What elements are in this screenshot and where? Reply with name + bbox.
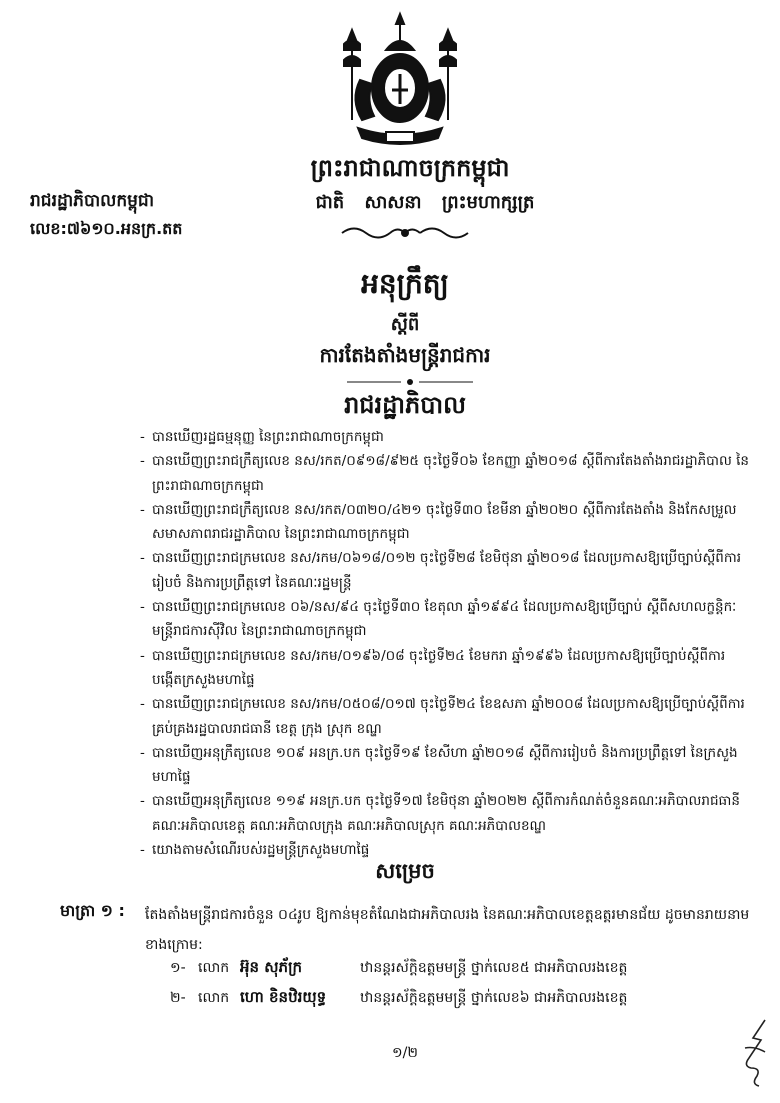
document-subject: ការតែងតាំងមន្ត្រីរាជការ (319, 343, 491, 367)
article-label: មាត្រា ១ : (60, 901, 125, 920)
appointee-title: លោក (198, 990, 230, 1006)
kingdom-title: ព្រះរាជាណាចក្រកម្ពុជា (310, 154, 510, 182)
list-item: - បានឃើញអនុក្រឹត្យលេខ ១១៩ អនក្រ.បក ចុះថ្ងៃទី១៧ ខែមិថុនា ឆ្នាំ២០២២ ស្តីពីការកំណត់ចំនួនគណៈអភិបាលរាជធានី គណៈអភិបាលខេត្ត គណៈអភិបាលក្រុង គណៈអភិបាលស្រុក គណៈអភិបាលខណ្ឌ (140, 789, 752, 838)
government-name: រាជរដ្ឋាភិបាលកម្ពុជា (30, 191, 155, 211)
list-item: - បានឃើញព្រះរាជក្រមលេខ ០៦/នស/៩៤ ចុះថ្ងៃទី៣០ ខែតុលា ឆ្នាំ១៩៩៤ ដែលប្រកាសឱ្យប្រើច្បាប់ ស្តីពីសហលក្ខន្តិកៈមន្ត្រីរាជការស៊ីវិល នៃព្រះរាជាណាចក្រកម្ពុជា (140, 595, 752, 644)
handwritten-initials-icon (735, 1018, 771, 1090)
about-label: ស្តីពី (390, 314, 420, 335)
appointee-rank: ឋានន្តរស័ក្តិឧត្តមមន្ត្រី ថ្នាក់លេខ៥ ជាអភិបាលរងខេត្ត (360, 960, 628, 976)
list-item: - បានឃើញអនុក្រឹត្យលេខ ១០៩ អនក្រ.បក ចុះថ្ងៃទី១៩ ខែសីហា ឆ្នាំ២០១៨ ស្តីពីការរៀបចំ និងការប្រព្រឹត្តទៅ នៃក្រសួងមហាផ្ទៃ (140, 741, 752, 790)
issuer-heading: រាជរដ្ឋាភិបាល (344, 391, 466, 419)
royal-coat-of-arms-icon (330, 10, 470, 155)
list-item: - បានឃើញព្រះរាជក្រមលេខ នស/រកម/០១៩៦/០៨ ចុះថ្ងៃទី២៤ ខែមករា ឆ្នាំ១៩៩៦ ដែលប្រកាសឱ្យប្រើច្បាប់ស្តីពីការបង្កើតក្រសួងមហាផ្ទៃ (140, 644, 752, 693)
national-motto: ជាតិ សាសនា ព្រះមហាក្សត្រ (315, 192, 535, 213)
list-item: - បានឃើញព្រះរាជក្រឹត្យលេខ នស/រកត/០៩១៨/៩២៥ ចុះថ្ងៃទី០៦ ខែកញ្ញា ឆ្នាំ២០១៨ ស្តីពីការតែងតាំងរាជរដ្ឋាភិបាល នៃព្រះរាជាណាចក្រកម្ពុជា (140, 449, 752, 498)
list-item: - បានឃើញព្រះរាជក្រឹត្យលេខ នស/រកត/០៣២០/៤២១ ចុះថ្ងៃទី៣០ ខែមីនា ឆ្នាំ២០២០ ស្តីពីការតែងតាំង និងកែសម្រួលសមាសភាពរាជរដ្ឋាភិបាល នៃព្រះរាជាណាចក្រកម្ពុជា (140, 498, 752, 547)
decorative-rule-icon (345, 376, 475, 388)
appointee-rank: ឋានន្តរស័ក្តិឧត្តមមន្ត្រី ថ្នាក់លេខ៦ ជាអភិបាលរងខេត្ត (360, 990, 628, 1006)
considerations-list (140, 425, 752, 862)
article-text: តែងតាំងមន្ត្រីរាជការចំនួន ០៤រូប ឱ្យកាន់មុខតំណែងជាអភិបាលរង នៃគណៈអភិបាលខេត្តឧត្តរមានជ័យ ដូចមានរាយនាមខាងក្រោម: (145, 907, 750, 953)
appointee-name: អ៊ុន សុភ័ក្រ (240, 958, 303, 976)
list-item: - បានឃើញព្រះរាជក្រមលេខ នស/រកម/០៦១៨/០១២ ចុះថ្ងៃទី២៨ ខែមិថុនា ឆ្នាំ២០១៨ ដែលប្រកាសឱ្យប្រើច្បាប់ស្តីពីការរៀបចំ និងការប្រព្រឹត្តទៅ នៃគណៈរដ្ឋមន្ត្រី (140, 546, 752, 595)
list-item: - បានឃើញរដ្ឋធម្មនុញ្ញ នៃព្រះរាជាណាចក្រកម្ពុជា (140, 425, 752, 449)
document-type-title: អនុក្រឹត្យ (361, 267, 449, 300)
decision-heading: សម្រេច (375, 859, 435, 883)
list-item: - បានឃើញព្រះរាជក្រមលេខ នស/រកម/០៥០៨/០១៧ ចុះថ្ងៃទី២៤ ខែឧសភា ឆ្នាំ២០០៨ ដែលប្រកាសឱ្យប្រើច្បាប់ស្តីពីការគ្រប់គ្រងរដ្ឋបាលរាជធានី ខេត្ត ក្រុង ស្រុក ខណ្ឌ (140, 692, 752, 741)
ornament-divider-icon (340, 222, 470, 244)
list-item: - យោងតាមសំណើរបស់រដ្ឋមន្ត្រីក្រសួងមហាផ្ទៃ (140, 838, 752, 862)
appointee-row (170, 958, 750, 982)
appointee-number: ២- (170, 990, 186, 1006)
page-number: ១/២ (392, 1045, 418, 1061)
appointee-name: ហោ ខិនឋិរយុទ្ធ (240, 988, 327, 1006)
appointee-row (170, 988, 750, 1012)
document-number: លេខ:៧៦១០.អនក្រ.តត (30, 219, 183, 238)
appointee-number: ១- (170, 960, 186, 976)
appointee-title: លោក (198, 960, 230, 976)
